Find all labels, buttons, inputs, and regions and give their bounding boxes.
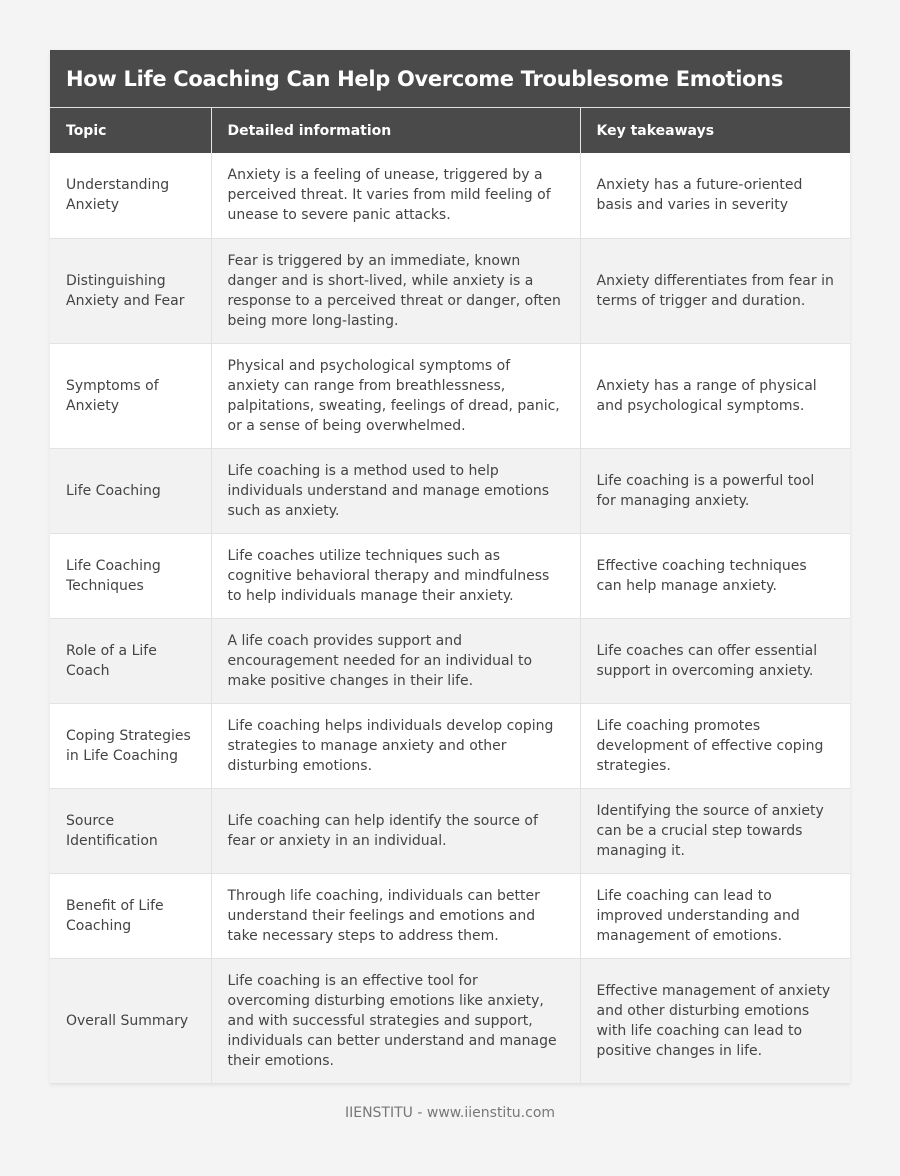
page-title: How Life Coaching Can Help Overcome Troublesome Emotions — [66, 66, 784, 91]
cell-takeaway: Life coaches can offer essential support in overcoming anxiety. — [580, 618, 850, 703]
info-table — [50, 108, 850, 1084]
cell-detail: Through life coaching, individuals can better understand their feelings and emotions and take necessary steps to address them. — [211, 873, 580, 958]
table-row — [50, 618, 850, 703]
cell-takeaway: Life coaching can lead to improved understanding and management of emotions. — [580, 873, 850, 958]
table-row — [50, 703, 850, 788]
table-row — [50, 958, 850, 1083]
cell-detail: Physical and psychological symptoms of anxiety can range from breathlessness, palpitations, sweating, feelings of dread, panic, or a sense of being overwhelmed. — [211, 343, 580, 448]
cell-detail: Life coaching is a method used to help individuals understand and manage emotions such as anxiety. — [211, 448, 580, 533]
table-header-row — [50, 108, 850, 153]
column-header-takeaway: Key takeaways — [580, 108, 850, 153]
cell-topic: Benefit of Life Coaching — [50, 873, 211, 958]
cell-detail: Life coaching is an effective tool for overcoming disturbing emotions like anxiety, and with successful strategies and support, individuals can better understand and manage their emotions. — [211, 958, 580, 1083]
cell-takeaway: Effective management of anxiety and other disturbing emotions with life coaching can lead to positive changes in life. — [580, 958, 850, 1083]
table-row — [50, 533, 850, 618]
cell-topic: Distinguishing Anxiety and Fear — [50, 238, 211, 343]
cell-takeaway: Anxiety differentiates from fear in terms of trigger and duration. — [580, 238, 850, 343]
cell-topic: Overall Summary — [50, 958, 211, 1083]
cell-topic: Source Identification — [50, 788, 211, 873]
table-row — [50, 448, 850, 533]
cell-topic: Role of a Life Coach — [50, 618, 211, 703]
cell-topic: Understanding Anxiety — [50, 153, 211, 238]
cell-takeaway: Anxiety has a future-oriented basis and varies in severity — [580, 153, 850, 238]
table-row — [50, 238, 850, 343]
cell-detail: Life coaching helps individuals develop coping strategies to manage anxiety and other disturbing emotions. — [211, 703, 580, 788]
table-row — [50, 873, 850, 958]
footer-credit: IIENSTITU - www.iienstitu.com — [344, 1105, 556, 1121]
cell-takeaway: Life coaching is a powerful tool for managing anxiety. — [580, 448, 850, 533]
cell-topic: Life Coaching Techniques — [50, 533, 211, 618]
table-card — [50, 50, 850, 1084]
title-bar — [50, 50, 850, 108]
cell-takeaway: Anxiety has a range of physical and psychological symptoms. — [580, 343, 850, 448]
table-row — [50, 153, 850, 238]
cell-detail: A life coach provides support and encouragement needed for an individual to make positive changes in their life. — [211, 618, 580, 703]
cell-takeaway: Effective coaching techniques can help manage anxiety. — [580, 533, 850, 618]
table-row — [50, 343, 850, 448]
column-header-detail: Detailed information — [211, 108, 580, 153]
cell-detail: Life coaching can help identify the source of fear or anxiety in an individual. — [211, 788, 580, 873]
cell-detail: Fear is triggered by an immediate, known danger and is short-lived, while anxiety is a response to a perceived threat or danger, often being more long-lasting. — [211, 238, 580, 343]
cell-topic: Coping Strategies in Life Coaching — [50, 703, 211, 788]
cell-detail: Anxiety is a feeling of unease, triggered by a perceived threat. It varies from mild feeling of unease to severe panic attacks. — [211, 153, 580, 238]
cell-takeaway: Identifying the source of anxiety can be a crucial step towards managing it. — [580, 788, 850, 873]
column-header-topic: Topic — [50, 108, 211, 153]
cell-topic: Symptoms of Anxiety — [50, 343, 211, 448]
table-row — [50, 788, 850, 873]
cell-takeaway: Life coaching promotes development of effective coping strategies. — [580, 703, 850, 788]
cell-detail: Life coaches utilize techniques such as cognitive behavioral therapy and mindfulness to help individuals manage their anxiety. — [211, 533, 580, 618]
cell-topic: Life Coaching — [50, 448, 211, 533]
